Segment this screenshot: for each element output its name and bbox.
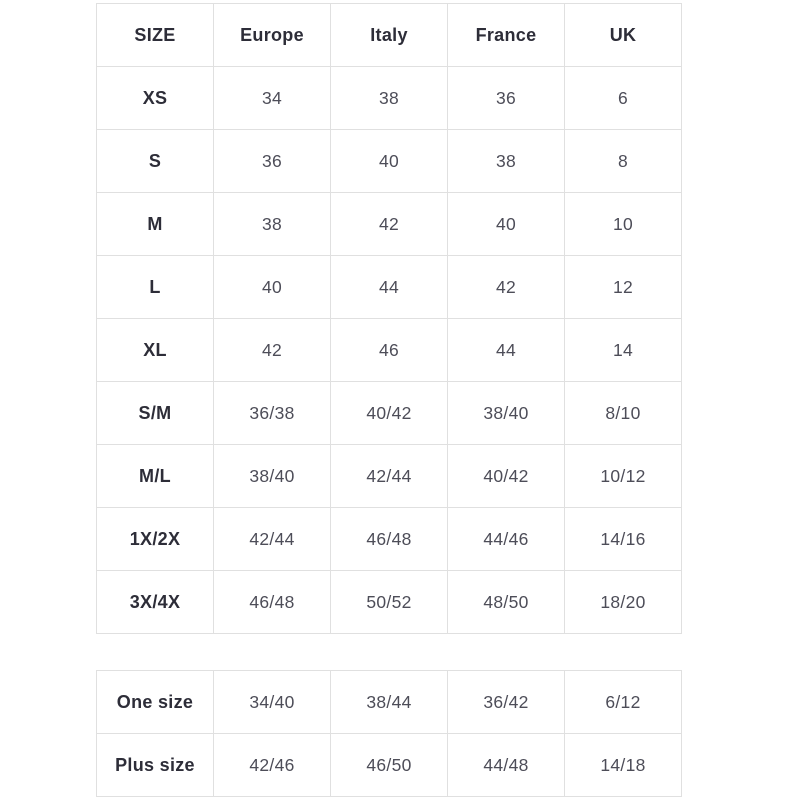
column-header-size: SIZE (97, 4, 214, 67)
size-conversion-table-body (97, 67, 682, 634)
size-value-cell: 8 (565, 130, 682, 193)
row-label: 1X/2X (97, 508, 214, 571)
size-value-cell: 6 (565, 67, 682, 130)
size-value-cell: 14/16 (565, 508, 682, 571)
size-value-cell: 44/46 (448, 508, 565, 571)
header-row (97, 4, 682, 67)
size-value-cell: 44/48 (448, 734, 565, 797)
table-row (97, 256, 682, 319)
table-row (97, 67, 682, 130)
table-row (97, 508, 682, 571)
row-label: 3X/4X (97, 571, 214, 634)
special-sizes-table (96, 670, 682, 797)
size-value-cell: 38/44 (331, 671, 448, 734)
size-value-cell: 38 (214, 193, 331, 256)
size-value-cell: 46/48 (331, 508, 448, 571)
row-label: Plus size (97, 734, 214, 797)
size-value-cell: 6/12 (565, 671, 682, 734)
size-value-cell: 36 (448, 67, 565, 130)
size-value-cell: 10 (565, 193, 682, 256)
size-value-cell: 14 (565, 319, 682, 382)
size-value-cell: 48/50 (448, 571, 565, 634)
size-value-cell: 42 (448, 256, 565, 319)
size-value-cell: 14/18 (565, 734, 682, 797)
size-value-cell: 38 (448, 130, 565, 193)
table-row (97, 671, 682, 734)
size-value-cell: 40/42 (448, 445, 565, 508)
row-label: S (97, 130, 214, 193)
size-value-cell: 34 (214, 67, 331, 130)
size-value-cell: 46/48 (214, 571, 331, 634)
size-value-cell: 42 (214, 319, 331, 382)
size-value-cell: 18/20 (565, 571, 682, 634)
size-value-cell: 44 (331, 256, 448, 319)
table-row (97, 571, 682, 634)
size-value-cell: 36 (214, 130, 331, 193)
size-value-cell: 46 (331, 319, 448, 382)
table-row (97, 319, 682, 382)
table-row (97, 734, 682, 797)
size-value-cell: 12 (565, 256, 682, 319)
size-value-cell: 38/40 (214, 445, 331, 508)
size-value-cell: 34/40 (214, 671, 331, 734)
size-value-cell: 42/44 (331, 445, 448, 508)
row-label: M (97, 193, 214, 256)
row-label: XS (97, 67, 214, 130)
row-label: L (97, 256, 214, 319)
size-value-cell: 8/10 (565, 382, 682, 445)
table-row (97, 382, 682, 445)
size-value-cell: 40/42 (331, 382, 448, 445)
table-row (97, 193, 682, 256)
column-header-france: France (448, 4, 565, 67)
size-value-cell: 46/50 (331, 734, 448, 797)
column-header-italy: Italy (331, 4, 448, 67)
row-label: XL (97, 319, 214, 382)
table-row (97, 445, 682, 508)
column-header-europe: Europe (214, 4, 331, 67)
column-header-uk: UK (565, 4, 682, 67)
size-conversion-table-header (97, 4, 682, 67)
size-value-cell: 36/38 (214, 382, 331, 445)
size-value-cell: 40 (448, 193, 565, 256)
size-value-cell: 42/46 (214, 734, 331, 797)
table-row (97, 130, 682, 193)
size-value-cell: 38/40 (448, 382, 565, 445)
size-value-cell: 50/52 (331, 571, 448, 634)
special-sizes-table-body (97, 671, 682, 797)
size-value-cell: 36/42 (448, 671, 565, 734)
row-label: One size (97, 671, 214, 734)
size-value-cell: 38 (331, 67, 448, 130)
size-value-cell: 44 (448, 319, 565, 382)
row-label: M/L (97, 445, 214, 508)
size-conversion-table (96, 3, 682, 634)
size-value-cell: 10/12 (565, 445, 682, 508)
row-label: S/M (97, 382, 214, 445)
size-value-cell: 40 (214, 256, 331, 319)
size-value-cell: 40 (331, 130, 448, 193)
size-value-cell: 42 (331, 193, 448, 256)
size-value-cell: 42/44 (214, 508, 331, 571)
